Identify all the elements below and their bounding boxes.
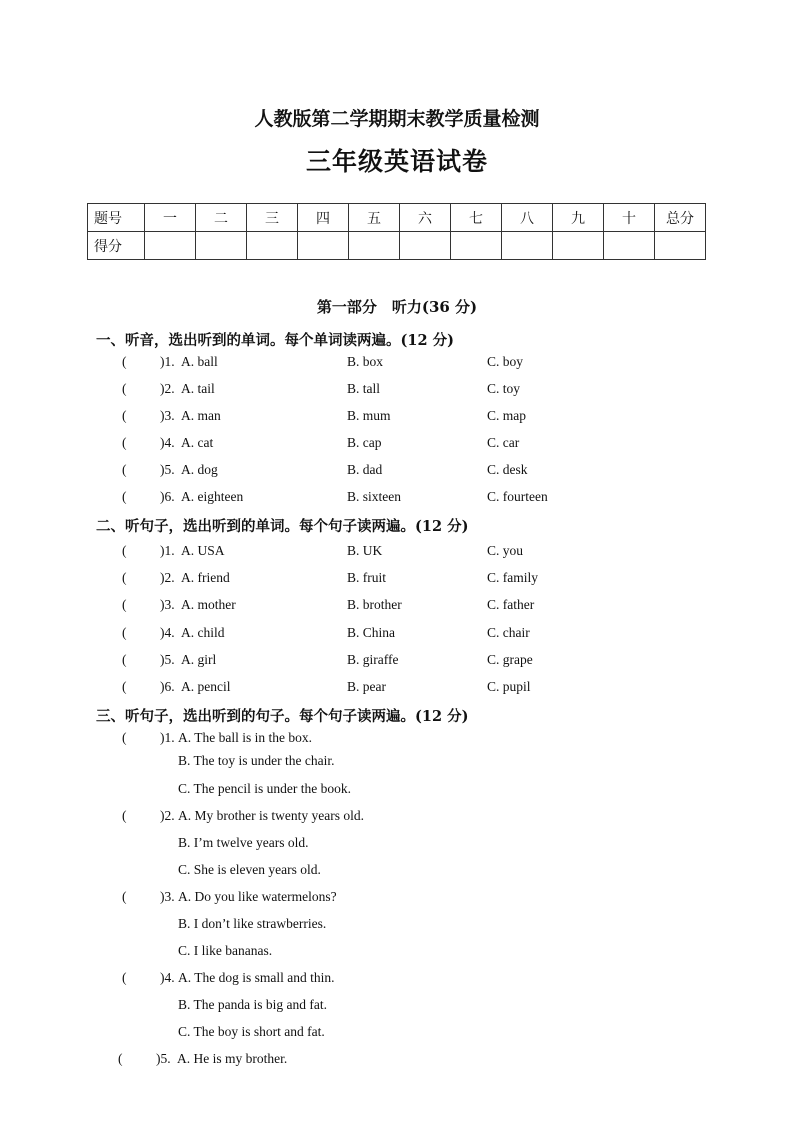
question-number: ( )1. [122,354,175,369]
option-c: C. you [487,543,524,558]
option-a: A. mother [181,597,236,612]
option-c: C. desk [487,462,528,477]
question-number: ( )4. [122,625,175,640]
score-blank[interactable] [451,232,502,260]
option-c: C. grape [487,652,533,667]
option-b: B. UK [347,543,383,558]
option-a: A. The dog is small and thin. [178,970,335,985]
option-b: B. The toy is under the chair. [178,753,335,768]
option-c: C. The pencil is under the book. [178,781,351,796]
exam-subtitle: 人教版第二学期期末教学质量检测 [254,108,540,130]
score-cell: 十 [604,204,655,232]
score-cell: 五 [349,204,400,232]
option-b: B. dad [347,462,383,477]
option-c: C. car [487,435,520,450]
score-blank[interactable] [553,232,604,260]
option-b: B. sixteen [347,489,401,504]
option-a: A. pencil [181,679,231,694]
score-blank[interactable] [145,232,196,260]
option-a: A. eighteen [181,489,244,504]
question-number: ( )6. [122,489,175,504]
option-b: B. I don’t like strawberries. [178,916,327,931]
option-b: B. I’m twelve years old. [178,835,309,850]
question-number: ( )5. [122,462,175,477]
option-c: C. The boy is short and fat. [178,1024,325,1039]
option-a: A. He is my brother. [177,1051,288,1066]
score-blank[interactable] [196,232,247,260]
option-a: A. dog [181,462,218,477]
score-table-score-row [88,232,706,260]
question-number: ( )4. [122,435,175,450]
option-b: B. cap [347,435,382,450]
option-b: B. pear [347,679,386,694]
option-c: C. pupil [487,679,531,694]
score-cell: 二 [196,204,247,232]
question-number: ( )4. [122,970,175,985]
option-b: B. brother [347,597,402,612]
score-cell: 一 [145,204,196,232]
option-a: A. USA [181,543,225,558]
option-c: C. father [487,597,535,612]
question-number: ( )3. [122,889,175,904]
question-number: ( )1. [122,543,175,558]
option-c: C. fourteen [487,489,548,504]
score-cell: 题号 [88,204,145,232]
option-c: C. I like bananas. [178,943,273,958]
question-number: ( )2. [122,570,175,585]
question-number: ( )5. [118,1051,171,1066]
score-blank[interactable] [502,232,553,260]
option-b: B. fruit [347,570,386,585]
score-cell: 七 [451,204,502,232]
score-label: 得分 [88,232,145,260]
section-title: 二、听句子，选出听到的单词。每个句子读两遍。(12 分) [96,518,469,535]
exam-title: 三年级英语试卷 [305,147,488,176]
option-c: C. family [487,570,538,585]
option-a: A. tail [181,381,215,396]
score-blank[interactable] [655,232,706,260]
question-number: ( )2. [122,808,175,823]
option-a: A. girl [181,652,217,667]
option-c: C. chair [487,625,530,640]
score-cell: 三 [247,204,298,232]
score-blank[interactable] [400,232,451,260]
score-cell: 八 [502,204,553,232]
score-blank[interactable] [604,232,655,260]
question-number: ( )1. [122,730,175,745]
option-a: A. cat [181,435,214,450]
section-title: 一、听音，选出听到的单词。每个单词读两遍。(12 分) [96,332,454,349]
question-number: ( )6. [122,679,175,694]
score-cell: 总分 [655,204,706,232]
option-b: B. tall [347,381,380,396]
option-a: A. Do you like watermelons? [178,889,337,904]
option-c: C. map [487,408,526,423]
score-blank[interactable] [247,232,298,260]
score-blank[interactable] [349,232,400,260]
option-b: B. The panda is big and fat. [178,997,327,1012]
score-cell: 六 [400,204,451,232]
option-b: B. box [347,354,384,369]
score-cell: 四 [298,204,349,232]
question-number: ( )3. [122,597,175,612]
score-table [87,203,706,260]
option-a: A. My brother is twenty years old. [178,808,364,823]
option-a: A. The ball is in the box. [178,730,312,745]
option-a: A. ball [181,354,218,369]
score-blank[interactable] [298,232,349,260]
option-b: B. giraffe [347,652,399,667]
option-a: A. friend [181,570,230,585]
option-c: C. toy [487,381,521,396]
option-a: A. child [181,625,225,640]
question-number: ( )5. [122,652,175,667]
option-a: A. man [181,408,221,423]
option-c: C. boy [487,354,524,369]
section-title: 三、听句子，选出听到的句子。每个句子读两遍。(12 分) [96,708,469,725]
question-number: ( )3. [122,408,175,423]
option-c: C. She is eleven years old. [178,862,321,877]
part-title: 第一部分 听力(36 分) [316,298,478,316]
score-table-header-row [88,204,706,232]
option-b: B. China [347,625,396,640]
score-cell: 九 [553,204,604,232]
question-number: ( )2. [122,381,175,396]
option-b: B. mum [347,408,391,423]
